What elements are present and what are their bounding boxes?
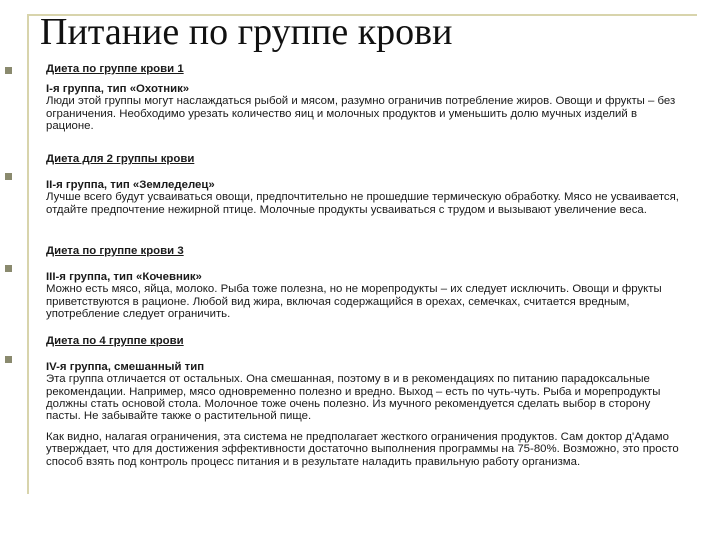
section-type: II-я группа, тип «Земледелец» <box>46 179 215 192</box>
slide-frame-left-line <box>27 14 29 494</box>
bullet-square-icon <box>5 265 12 272</box>
bullet-square-icon <box>5 356 12 363</box>
section-heading: Диета по группе крови 3 <box>46 245 184 257</box>
section-blood-group-3 <box>46 245 682 320</box>
bullet-square-icon <box>5 67 12 74</box>
section-text: Эта группа отличается от остальных. Она смешанная, поэтому в и в рекомендациях по питанию парадоксальные рекомендации. Например, мясо одновременно полезно и вредно. Выход – есть по чуть-чуть. Рыба и морепродукты должны стать основой стола. Молочное тоже очень полезно. Из мучного рекомендуется сделать выбор в сторону пасты. Не забывайте также о растительной пище. <box>46 373 661 423</box>
section-text: Лучше всего будут усваиваться овощи, предпочтительно не прошедшие термическую обработку. Мясо не усваивается, отдайте предпочтение нежирной птице. Молочные продукты усваиваться с трудом и вызывают увеличение веса. <box>46 191 679 216</box>
section-blood-group-4 <box>46 335 682 468</box>
conclusion-text: Как видно, налагая ограничения, эта система не предполагает жесткого ограничения продуктов. Сам доктор д'Адамо утверждает, что для достижения эффективности достаточно выполнения программы на 75-80%. Возможно, это просто способ взять под контроль процесс питания и в результате наладить правильную работу организма. <box>46 431 679 468</box>
section-text: Можно есть мясо, яйца, молоко. Рыба тоже полезна, но не морепродукты – их следует исключить. Овощи и фрукты приветствуются в рационе. Любой вид жира, включая содержащийся в орехах, семечках, считается вредным, употребление следует ограничить. <box>46 283 662 320</box>
section-heading: Диета по 4 группе крови <box>46 335 184 347</box>
section-type: IV-я группа, смешанный тип <box>46 361 205 374</box>
section-blood-group-2 <box>46 153 682 216</box>
bullet-square-icon <box>5 173 12 180</box>
section-text: Люди этой группы могут наслаждаться рыбой и мясом, разумно ограничив потребление жиров. Овощи и фрукты – без ограничения. Необходимо урезать количество яиц и молочных продуктов и уменьшить долю мучных изделий в рационе. <box>46 95 676 132</box>
section-blood-group-1 <box>46 63 682 132</box>
section-heading: Диета для 2 группы крови <box>46 153 195 165</box>
page-title: Питание по группе крови <box>40 11 453 53</box>
section-heading: Диета по группе крови 1 <box>46 63 184 75</box>
section-type: III-я группа, тип «Кочевник» <box>46 271 202 284</box>
section-type: I-я группа, тип «Охотник» <box>46 83 190 96</box>
